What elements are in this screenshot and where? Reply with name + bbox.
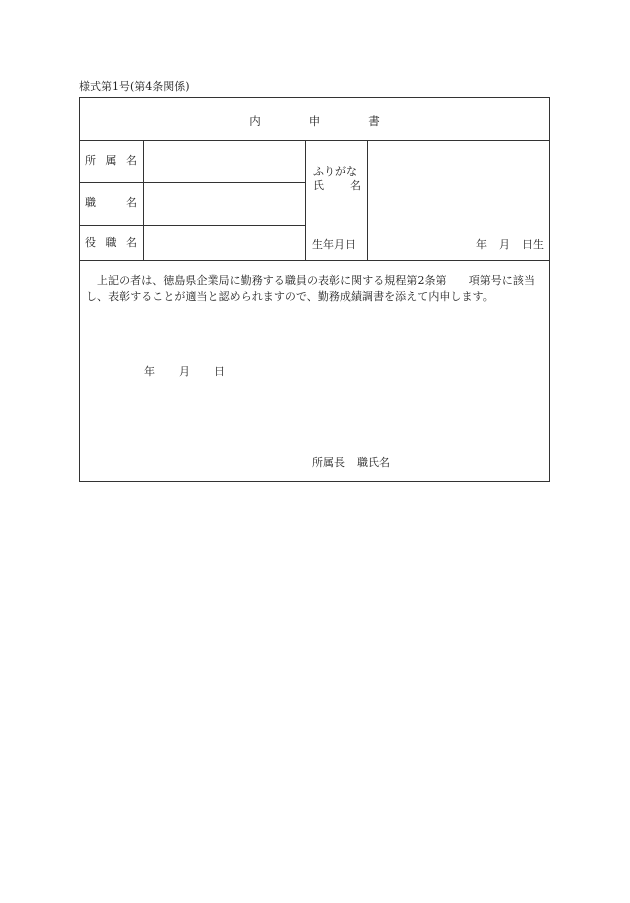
signature-line xyxy=(312,456,390,470)
recommendation-statement: 上記の者は、徳島県企業局に勤務する職員の表彰に関する規程第2条第 項第号に該当し、表彰することが適当と認められますので、勤務成績調書を添えて内申します。 xyxy=(86,274,535,303)
affiliation-label-char-1: 所 xyxy=(85,154,96,167)
name-label-char-1: 氏 xyxy=(313,179,324,192)
furigana-label: ふりがな xyxy=(313,165,357,178)
name-label-char-2: 名 xyxy=(350,179,361,192)
title-char-2: 申 xyxy=(308,114,321,128)
label-column-divider xyxy=(143,140,144,260)
title-role-label-char-1: 役 xyxy=(85,236,96,249)
position-label-char-1: 職 xyxy=(85,196,96,209)
middle-column-divider xyxy=(305,140,306,260)
affiliation-label xyxy=(85,154,137,168)
office-head-label: 所属長 xyxy=(312,456,345,469)
birth-month-unit: 月 xyxy=(499,238,510,251)
form-title xyxy=(80,114,549,128)
name-column-divider xyxy=(367,140,368,260)
title-and-name-label: 職氏名 xyxy=(357,456,390,469)
row-divider-2 xyxy=(80,225,306,226)
row-divider-1 xyxy=(80,182,306,183)
birth-day-unit: 日生 xyxy=(522,238,544,251)
title-role-label xyxy=(85,236,137,250)
birth-year-unit: 年 xyxy=(476,238,487,251)
affiliation-label-char-2: 属 xyxy=(105,154,117,167)
title-divider xyxy=(80,140,549,141)
internal-recommendation-form xyxy=(79,97,550,482)
position-label xyxy=(85,196,137,210)
title-char-3: 書 xyxy=(368,114,380,128)
form-number: 様式第1号(第4条関係) xyxy=(79,80,190,93)
submission-day-unit: 日 xyxy=(214,365,225,378)
position-label-char-2: 名 xyxy=(126,196,137,209)
birthdate-fields xyxy=(476,238,544,252)
name-label xyxy=(313,179,361,193)
title-char-1: 内 xyxy=(249,114,261,128)
title-role-label-char-3: 名 xyxy=(126,236,137,249)
birthdate-label: 生年月日 xyxy=(312,238,356,251)
affiliation-label-char-3: 名 xyxy=(126,154,137,167)
title-role-label-char-2: 職 xyxy=(105,236,117,249)
submission-date xyxy=(144,365,225,379)
body-divider xyxy=(80,260,549,261)
submission-month-unit: 月 xyxy=(179,365,190,378)
submission-year-unit: 年 xyxy=(144,365,155,378)
